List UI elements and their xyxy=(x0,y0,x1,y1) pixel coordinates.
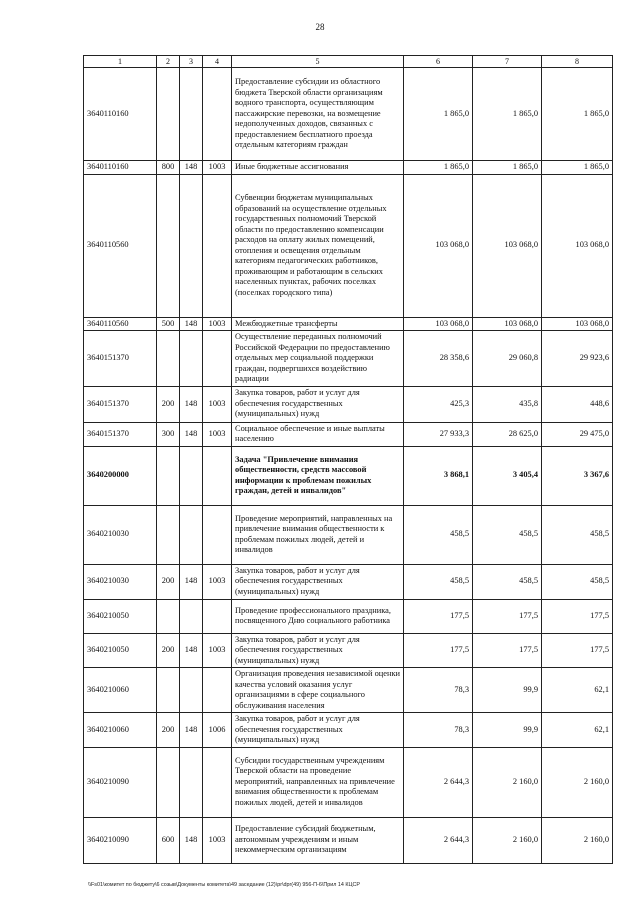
table-row xyxy=(84,633,613,668)
row-value-col8: 29 923,6 xyxy=(542,331,613,387)
row-name: Закупка товаров, работ и услуг для обеспечения государственных (муниципальных) нужд xyxy=(232,713,404,748)
row-value-col7: 3 405,4 xyxy=(473,446,542,505)
row-value-col6: 425,3 xyxy=(404,386,473,422)
row-value-col7: 2 160,0 xyxy=(473,747,542,817)
row-code: 3640200000 xyxy=(84,446,157,505)
row-section xyxy=(203,446,232,505)
table-row xyxy=(84,668,613,713)
column-header: 6 xyxy=(404,56,473,68)
table-row xyxy=(84,599,613,633)
row-code: 3640151370 xyxy=(84,386,157,422)
row-value-col7: 177,5 xyxy=(473,599,542,633)
table-row xyxy=(84,747,613,817)
row-value-col7: 99,9 xyxy=(473,713,542,748)
row-code: 3640210060 xyxy=(84,713,157,748)
row-name: Субвенции бюджетам муниципальных образований на осуществление отдельных государственных полномочий Тверской области по предоставлению компенсации расходов на оплату жилых помещений, отопления и освещения отдельным категориям педагогических работников, проживающим и работающим в сельских населенных пунктах, рабочих поселках (поселках городского типа) xyxy=(232,174,404,317)
row-code: 3640210090 xyxy=(84,817,157,863)
column-header: 1 xyxy=(84,56,157,68)
row-name: Задача "Привлечение внимания общественности, средств массовой информации к проблемам пожилых граждан, детей и инвалидов" xyxy=(232,446,404,505)
row-expense-type xyxy=(157,174,180,317)
row-code: 3640110560 xyxy=(84,317,157,331)
row-code: 3640151370 xyxy=(84,422,157,446)
row-name: Социальное обеспечение и иные выплаты населению xyxy=(232,422,404,446)
table-row xyxy=(84,161,613,175)
row-value-col8: 103 068,0 xyxy=(542,317,613,331)
column-header: 8 xyxy=(542,56,613,68)
row-value-col6: 458,5 xyxy=(404,564,473,599)
table-row xyxy=(84,317,613,331)
row-department: 148 xyxy=(180,422,203,446)
row-value-col6: 103 068,0 xyxy=(404,174,473,317)
column-header: 4 xyxy=(203,56,232,68)
row-value-col8: 29 475,0 xyxy=(542,422,613,446)
row-code: 3640110160 xyxy=(84,68,157,161)
row-expense-type xyxy=(157,747,180,817)
row-department xyxy=(180,668,203,713)
row-name: Предоставление субсидий бюджетным, автономным учреждениям и иным некоммерческим организациям xyxy=(232,817,404,863)
row-value-col8: 103 068,0 xyxy=(542,174,613,317)
row-section xyxy=(203,68,232,161)
row-section: 1006 xyxy=(203,713,232,748)
row-department xyxy=(180,174,203,317)
row-value-col6: 3 868,1 xyxy=(404,446,473,505)
row-name: Предоставление субсидии из областного бюджета Тверской области организациям водного транспорта, осуществляющим пассажирские перевозки, на возмещение недополученных доходов, связанных с предоставлением бесплатного проезда отдельным категориям граждан xyxy=(232,68,404,161)
row-value-col8: 3 367,6 xyxy=(542,446,613,505)
row-section xyxy=(203,747,232,817)
row-name: Проведение мероприятий, направленных на привлечение внимания общественности к проблемам пожилых людей, детей и инвалидов xyxy=(232,505,404,564)
row-name: Межбюджетные трансферты xyxy=(232,317,404,331)
row-code: 3640210030 xyxy=(84,505,157,564)
row-name: Организация проведения независимой оценки качества условий оказания услуг организациями в сфере социального обслуживания населения xyxy=(232,668,404,713)
row-expense-type: 600 xyxy=(157,817,180,863)
row-department: 148 xyxy=(180,817,203,863)
row-value-col6: 103 068,0 xyxy=(404,317,473,331)
row-section xyxy=(203,505,232,564)
row-department xyxy=(180,599,203,633)
column-header: 2 xyxy=(157,56,180,68)
table-row xyxy=(84,505,613,564)
table-row xyxy=(84,446,613,505)
row-section: 1003 xyxy=(203,161,232,175)
row-section: 1003 xyxy=(203,633,232,668)
row-value-col7: 29 060,8 xyxy=(473,331,542,387)
row-value-col6: 1 865,0 xyxy=(404,161,473,175)
row-expense-type: 800 xyxy=(157,161,180,175)
row-department xyxy=(180,505,203,564)
column-header: 7 xyxy=(473,56,542,68)
row-expense-type: 200 xyxy=(157,633,180,668)
row-name: Закупка товаров, работ и услуг для обеспечения государственных (муниципальных) нужд xyxy=(232,564,404,599)
table-row xyxy=(84,68,613,161)
row-code: 3640151370 xyxy=(84,331,157,387)
table-row xyxy=(84,331,613,387)
row-department: 148 xyxy=(180,386,203,422)
row-code: 3640210050 xyxy=(84,633,157,668)
row-section: 1003 xyxy=(203,817,232,863)
row-expense-type: 200 xyxy=(157,713,180,748)
footer-file-path: \\Fs01\комитет по бюджету\6 созыв\Документы комитета\49 заседание (12)\pr\dpr(49) 956-П-6\Прил 14 КЦСР xyxy=(88,882,360,888)
table-row xyxy=(84,422,613,446)
row-section: 1003 xyxy=(203,564,232,599)
row-value-col6: 28 358,6 xyxy=(404,331,473,387)
column-header: 3 xyxy=(180,56,203,68)
row-value-col6: 458,5 xyxy=(404,505,473,564)
row-code: 3640110560 xyxy=(84,174,157,317)
row-code: 3640210050 xyxy=(84,599,157,633)
row-section xyxy=(203,174,232,317)
row-section: 1003 xyxy=(203,317,232,331)
row-expense-type xyxy=(157,668,180,713)
row-department: 148 xyxy=(180,713,203,748)
row-value-col6: 2 644,3 xyxy=(404,747,473,817)
row-expense-type xyxy=(157,446,180,505)
row-value-col7: 28 625,0 xyxy=(473,422,542,446)
row-value-col6: 1 865,0 xyxy=(404,68,473,161)
row-name: Осуществление переданных полномочий Российской Федерации по предоставлению отдельных мер социальной поддержки граждан, подвергшихся воздействию радиации xyxy=(232,331,404,387)
row-name: Субсидии государственным учреждениям Тверской области на проведение мероприятий, направленных на привлечение внимания общественности к проблемам пожилых людей, детей и инвалидов xyxy=(232,747,404,817)
row-section: 1003 xyxy=(203,386,232,422)
row-code: 3640110160 xyxy=(84,161,157,175)
row-value-col6: 78,3 xyxy=(404,668,473,713)
row-department: 148 xyxy=(180,633,203,668)
row-department xyxy=(180,68,203,161)
budget-table xyxy=(83,55,613,864)
row-value-col7: 435,8 xyxy=(473,386,542,422)
row-name: Закупка товаров, работ и услуг для обеспечения государственных (муниципальных) нужд xyxy=(232,633,404,668)
row-expense-type xyxy=(157,331,180,387)
row-code: 3640210030 xyxy=(84,564,157,599)
row-expense-type: 500 xyxy=(157,317,180,331)
row-name: Проведение профессионального праздника, посвященного Дню социального работника xyxy=(232,599,404,633)
row-expense-type xyxy=(157,68,180,161)
row-name: Закупка товаров, работ и услуг для обеспечения государственных (муниципальных) нужд xyxy=(232,386,404,422)
row-department xyxy=(180,331,203,387)
row-value-col6: 27 933,3 xyxy=(404,422,473,446)
row-value-col7: 103 068,0 xyxy=(473,317,542,331)
row-section xyxy=(203,668,232,713)
table-row xyxy=(84,174,613,317)
row-expense-type: 300 xyxy=(157,422,180,446)
row-value-col8: 2 160,0 xyxy=(542,817,613,863)
row-value-col6: 2 644,3 xyxy=(404,817,473,863)
row-department: 148 xyxy=(180,564,203,599)
row-section xyxy=(203,599,232,633)
row-value-col7: 1 865,0 xyxy=(473,68,542,161)
page-number: 28 xyxy=(315,22,325,32)
row-value-col7: 1 865,0 xyxy=(473,161,542,175)
row-value-col6: 177,5 xyxy=(404,599,473,633)
column-header: 5 xyxy=(232,56,404,68)
row-department: 148 xyxy=(180,317,203,331)
row-value-col7: 2 160,0 xyxy=(473,817,542,863)
row-value-col8: 2 160,0 xyxy=(542,747,613,817)
row-value-col8: 1 865,0 xyxy=(542,68,613,161)
row-value-col6: 78,3 xyxy=(404,713,473,748)
table-row xyxy=(84,713,613,748)
row-value-col8: 62,1 xyxy=(542,713,613,748)
row-value-col8: 177,5 xyxy=(542,599,613,633)
row-expense-type xyxy=(157,505,180,564)
table-row xyxy=(84,817,613,863)
row-value-col7: 458,5 xyxy=(473,564,542,599)
row-expense-type xyxy=(157,599,180,633)
row-value-col7: 177,5 xyxy=(473,633,542,668)
table-header-row xyxy=(84,56,613,68)
row-section xyxy=(203,331,232,387)
row-value-col7: 99,9 xyxy=(473,668,542,713)
table-row xyxy=(84,386,613,422)
row-value-col8: 458,5 xyxy=(542,564,613,599)
row-value-col8: 62,1 xyxy=(542,668,613,713)
row-value-col8: 1 865,0 xyxy=(542,161,613,175)
row-code: 3640210090 xyxy=(84,747,157,817)
row-value-col8: 448,6 xyxy=(542,386,613,422)
row-value-col7: 458,5 xyxy=(473,505,542,564)
table-row xyxy=(84,564,613,599)
row-department xyxy=(180,747,203,817)
row-section: 1003 xyxy=(203,422,232,446)
row-expense-type: 200 xyxy=(157,564,180,599)
row-department: 148 xyxy=(180,161,203,175)
row-value-col6: 177,5 xyxy=(404,633,473,668)
row-value-col7: 103 068,0 xyxy=(473,174,542,317)
row-value-col8: 177,5 xyxy=(542,633,613,668)
row-expense-type: 200 xyxy=(157,386,180,422)
row-department xyxy=(180,446,203,505)
row-name: Иные бюджетные ассигнования xyxy=(232,161,404,175)
row-code: 3640210060 xyxy=(84,668,157,713)
row-value-col8: 458,5 xyxy=(542,505,613,564)
